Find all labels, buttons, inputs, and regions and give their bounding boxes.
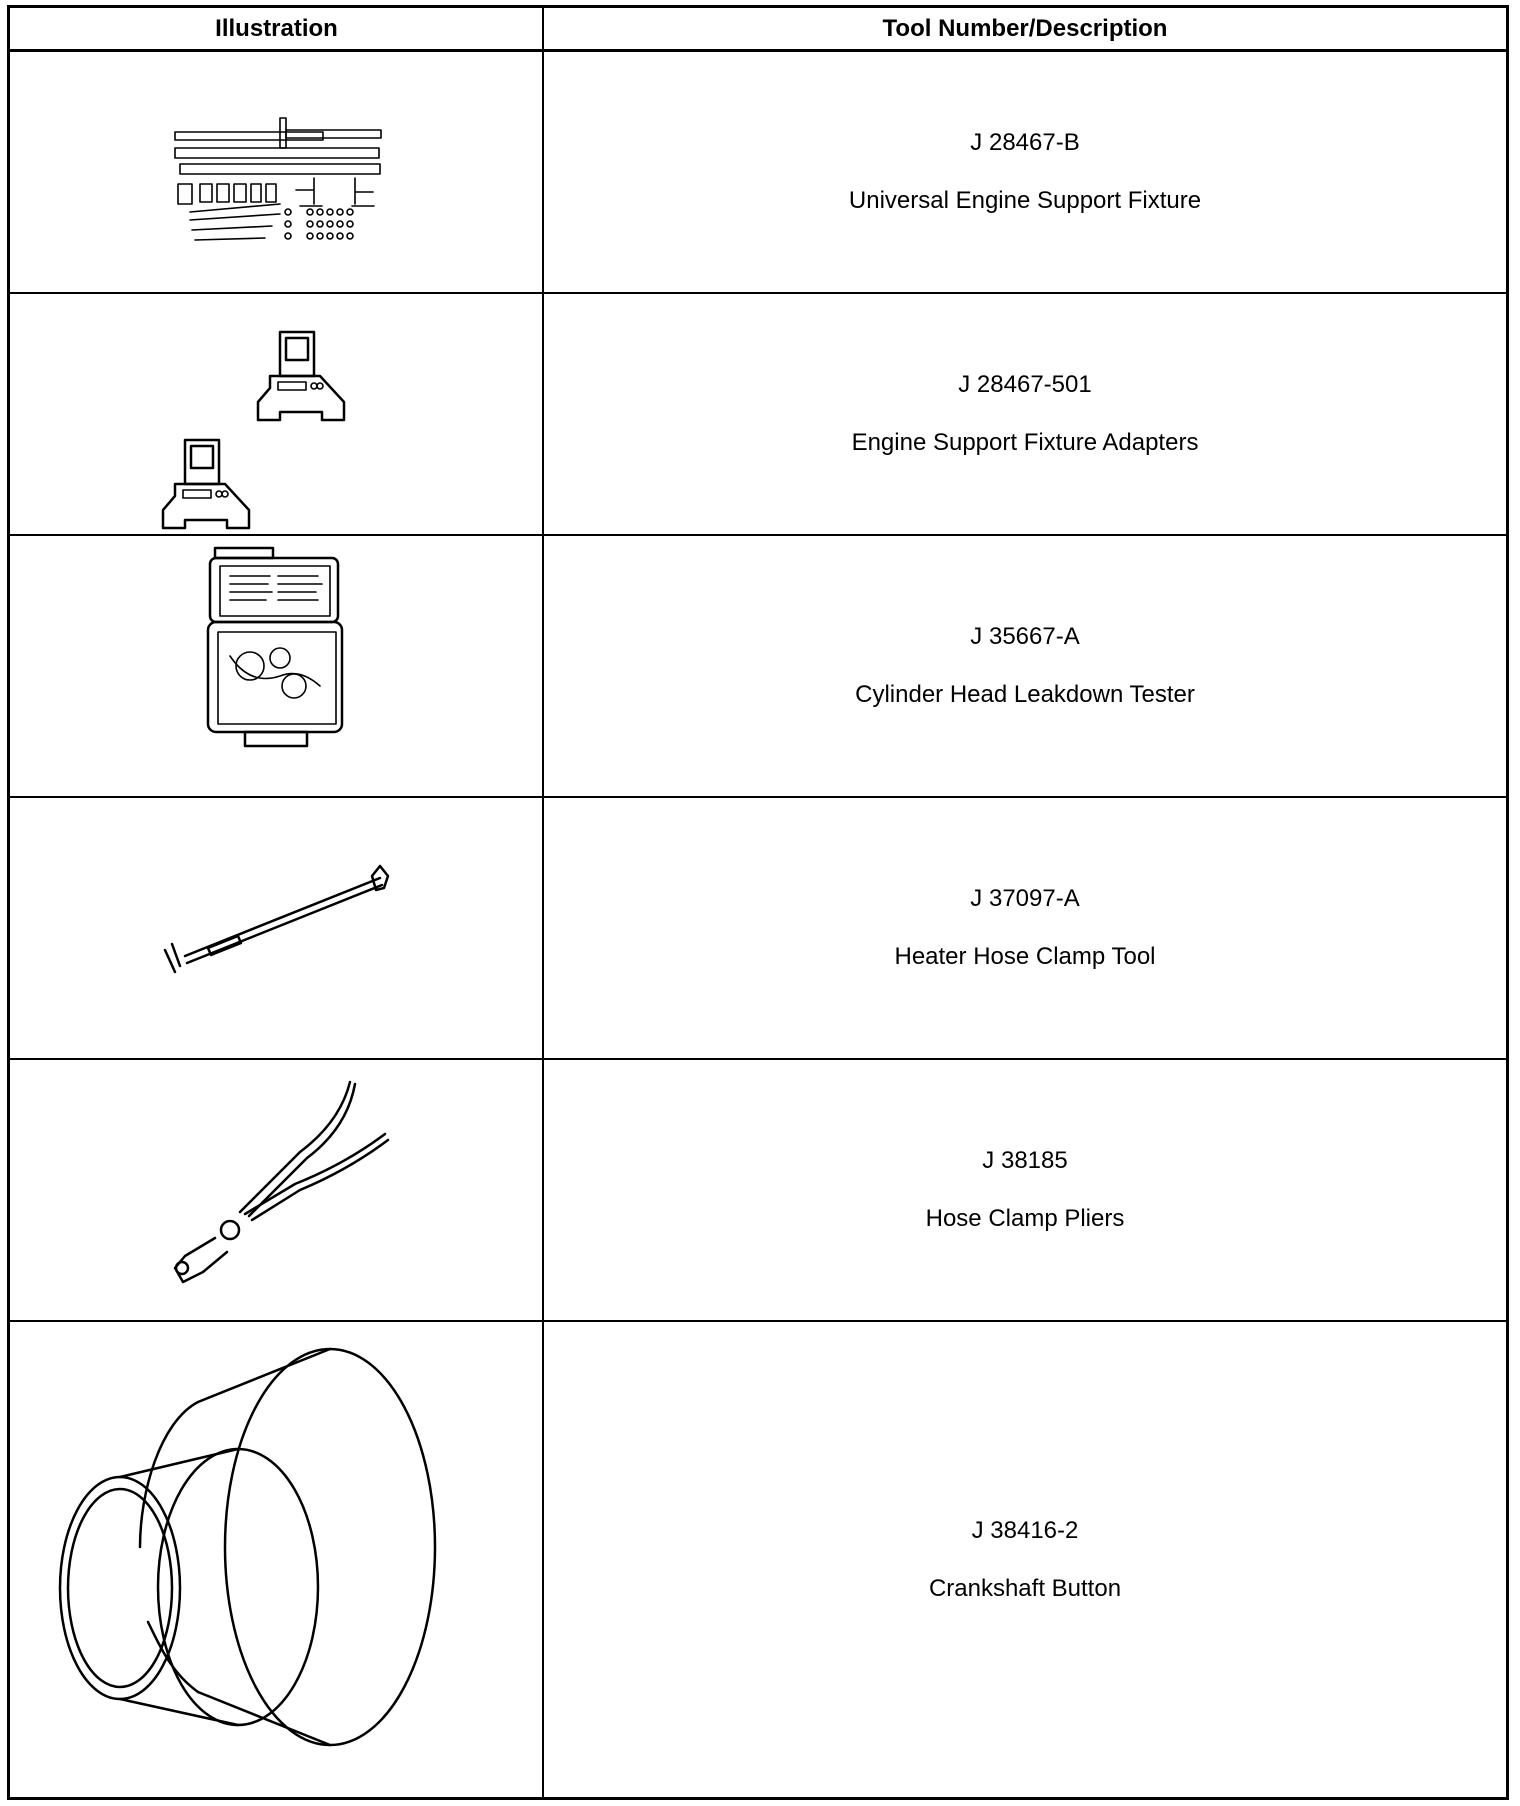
hose-clamp-tool-illustration (10, 798, 542, 1058)
header-tool-description: Tool Number/Description (882, 15, 1168, 42)
tool-number: J 37097-A (970, 885, 1080, 912)
tool-description-cell (544, 1322, 1506, 1797)
tool-description: Universal Engine Support Fixture (848, 187, 1202, 214)
table-row (10, 798, 1506, 1060)
tool-description-cell (544, 536, 1506, 796)
tool-number: J 28467-501 (958, 371, 1092, 398)
tool-description: Hose Clamp Pliers (925, 1205, 1125, 1232)
tool-description-cell (544, 294, 1506, 534)
tool-description-cell (544, 1060, 1506, 1320)
table-row (10, 52, 1506, 294)
hose-clamp-pliers-illustration (10, 1060, 542, 1320)
table-row (10, 1060, 1506, 1322)
table-row (10, 1322, 1506, 1797)
fixture-adapters-illustration (10, 294, 542, 534)
table-row (10, 294, 1506, 536)
table-header (10, 8, 1506, 52)
engine-support-fixture-illustration (10, 52, 542, 292)
tool-description: Heater Hose Clamp Tool (894, 943, 1156, 970)
table-row (10, 536, 1506, 798)
tool-description-cell (544, 798, 1506, 1058)
header-illustration: Illustration (215, 15, 338, 42)
tool-description: Cylinder Head Leakdown Tester (855, 681, 1195, 708)
tool-description: Engine Support Fixture Adapters (851, 429, 1199, 456)
tool-table (7, 5, 1509, 1800)
tool-number: J 38416-2 (971, 1516, 1079, 1544)
tool-description: Crankshaft Button (928, 1574, 1122, 1602)
tool-number: J 28467-B (970, 129, 1080, 156)
leakdown-tester-case-illustration (10, 536, 542, 796)
crankshaft-button-illustration (10, 1322, 542, 1797)
tool-number: J 38185 (982, 1147, 1068, 1174)
tool-number: J 35667-A (970, 623, 1080, 650)
tool-description-cell (544, 52, 1506, 292)
